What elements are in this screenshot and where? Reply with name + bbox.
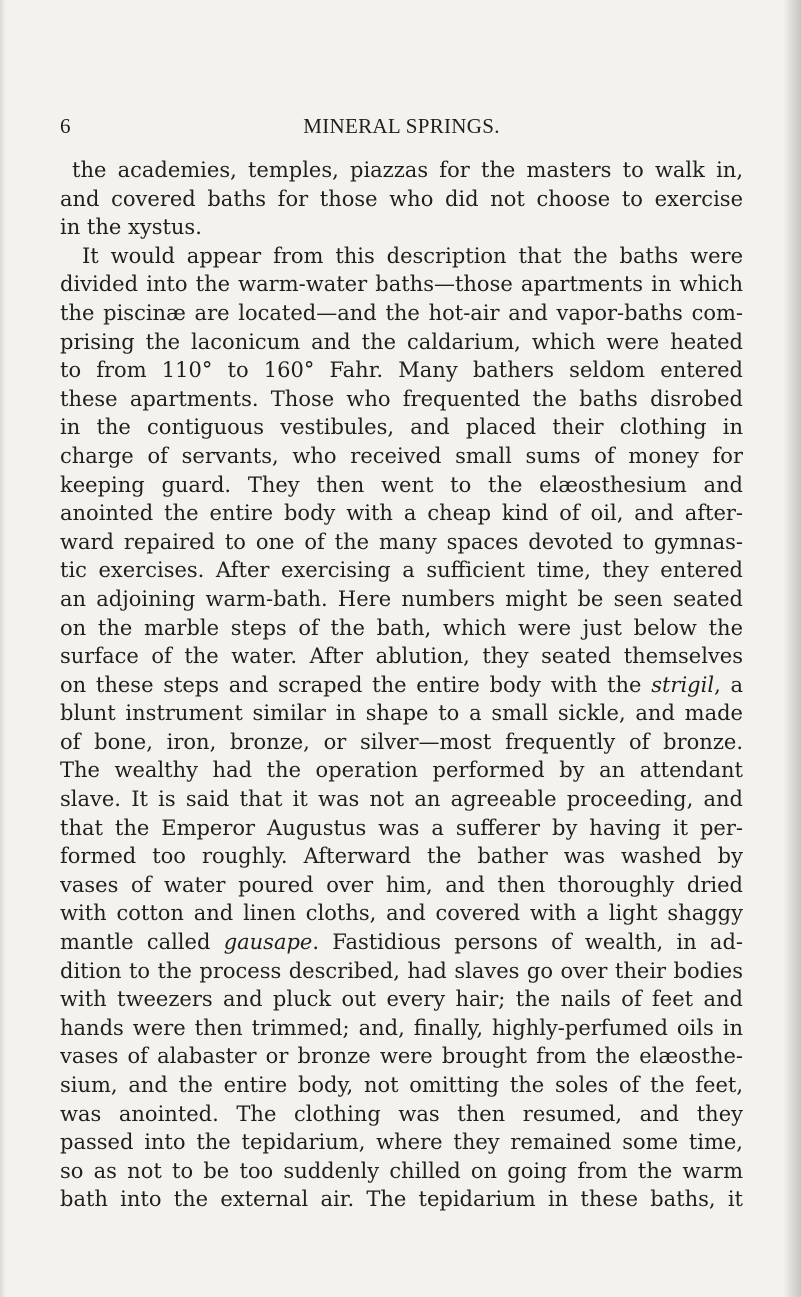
text-line: vases of water poured over him, and then thoroughly dried: [60, 872, 743, 897]
text-line: sium, and the entire body, not omitting the soles of the feet,: [60, 1073, 743, 1097]
text-line: ward repaired to one of the many spaces devoted to gymnas-: [60, 529, 743, 554]
text-line: the academies, temples, piazzas for the masters to walk in,: [72, 158, 743, 182]
text-segment: on these steps and scraped the entire body with the: [60, 672, 642, 697]
text-line: and covered baths for those who did not choose to exercise: [60, 186, 743, 211]
text-line: divided into the warm-water baths—those apartments in which: [60, 272, 743, 297]
page-edge-shadow: [783, 0, 801, 1297]
text-line: with tweezers and pluck out every hair; the nails of feet and: [60, 987, 743, 1012]
text-segment: , a: [714, 672, 743, 697]
running-head: [60, 114, 743, 142]
text-line: the piscinæ are located—and the hot-air and vapor-baths com-: [60, 300, 743, 325]
text-line: surface of the water. After ablution, they seated themselves: [60, 644, 743, 669]
text-line: anointed the entire body with a cheap kind of oil, and after-: [60, 501, 743, 526]
text-line: in the contiguous vestibules, and placed their clothing in: [60, 415, 743, 440]
text-segment: . Fastidious persons of wealth, in ad-: [312, 930, 743, 955]
italic-term-strigil: strigil: [651, 672, 715, 697]
text-line: vases of alabaster or bronze were brought from the elæosthe-: [60, 1044, 743, 1069]
text-line: slave. It is said that it was not an agreeable proceeding, and: [60, 787, 743, 812]
text-line: an adjoining warm-bath. Here numbers might be seen seated: [60, 586, 743, 611]
text-line: dition to the process described, had slaves go over their bodies: [60, 958, 743, 983]
page-gutter-shadow: [0, 0, 6, 1297]
text-segment: mantle called: [60, 930, 211, 955]
body-text: [60, 156, 743, 1214]
italic-term-gausape: gausape: [223, 930, 313, 955]
text-line: was anointed. The clothing was then resumed, and they: [60, 1101, 743, 1126]
text-line: charge of servants, who received small sums of money for: [60, 443, 743, 468]
text-line: [60, 671, 743, 700]
text-line: formed too roughly. Afterward the bather was washed by: [60, 844, 743, 869]
running-title: MINERAL SPRINGS.: [303, 114, 500, 138]
text-line: on the marble steps of the bath, which were just below the: [60, 615, 743, 640]
text-line: The wealthy had the operation performed by an attendant: [60, 758, 743, 783]
page-number: 6: [60, 114, 71, 138]
text-line: these apartments. Those who frequented the baths disrobed: [60, 386, 743, 411]
text-line: of bone, iron, bronze, or silver—most frequently of bronze.: [60, 729, 743, 754]
text-line: passed into the tepidarium, where they remained some time,: [60, 1130, 743, 1155]
text-line: blunt instrument similar in shape to a small sickle, and made: [60, 701, 743, 726]
text-line: bath into the external air. The tepidarium in these baths, it: [60, 1187, 743, 1212]
text-line: to from 110° to 160° Fahr. Many bathers seldom entered: [60, 358, 743, 383]
text-line: with cotton and linen cloths, and covered with a light shaggy: [60, 901, 743, 926]
text-line: in the xystus.: [60, 215, 202, 240]
text-line: prising the laconicum and the caldarium, which were heated: [60, 329, 743, 354]
text-line: [60, 928, 743, 957]
text-line: that the Emperor Augustus was a sufferer by having it per-: [60, 815, 743, 840]
text-line: so as not to be too suddenly chilled on going from the warm: [60, 1158, 743, 1183]
text-line: It would appear from this description that the baths were: [82, 243, 743, 268]
text-line: keeping guard. They then went to the elæosthesium and: [60, 472, 743, 497]
text-line: hands were then trimmed; and, finally, highly-perfumed oils in: [60, 1015, 743, 1040]
text-line: tic exercises. After exercising a sufficient time, they entered: [60, 558, 743, 583]
